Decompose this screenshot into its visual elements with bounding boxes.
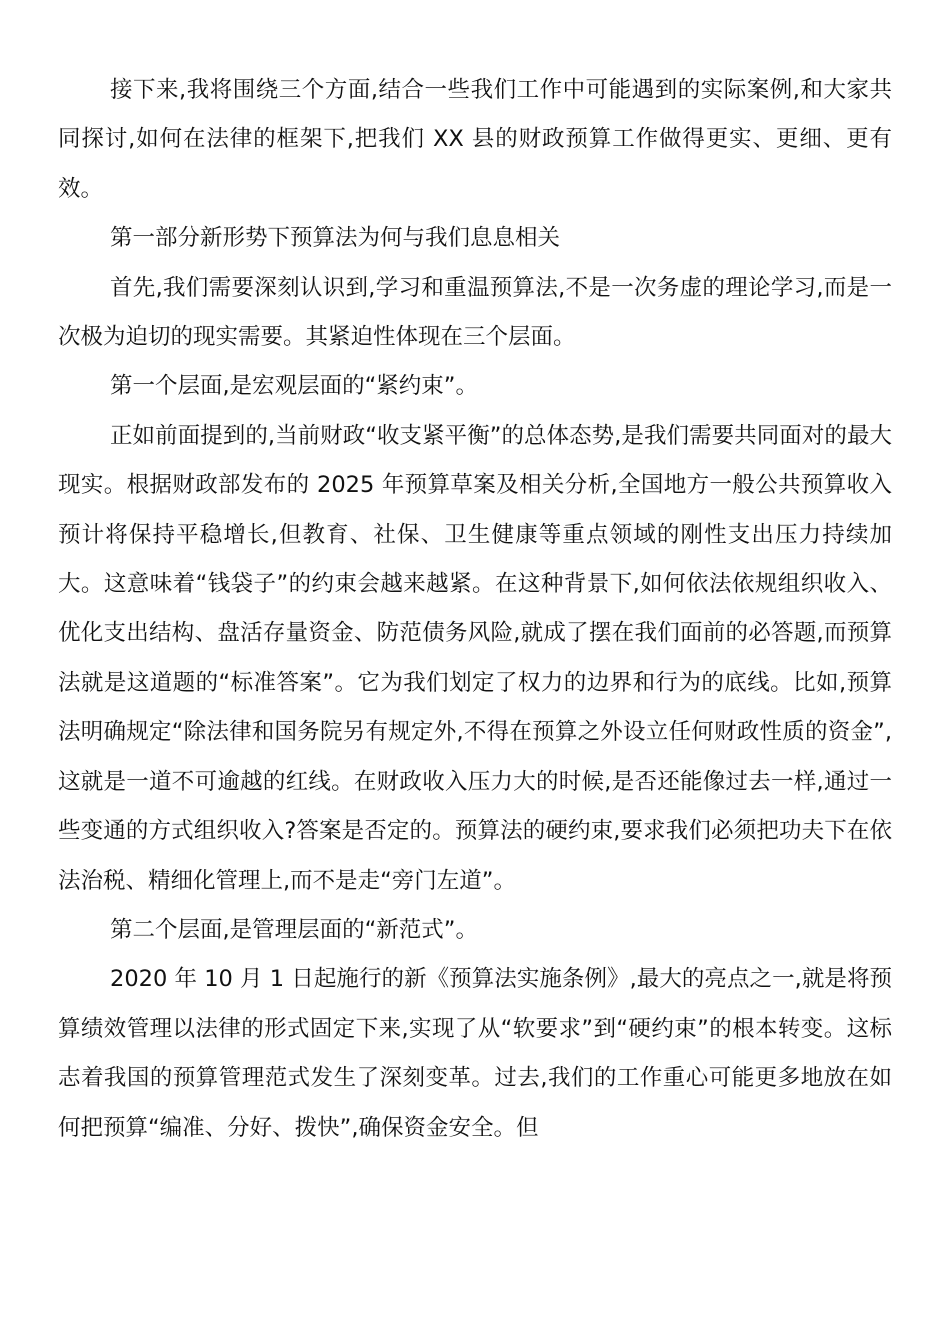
subheading-level-two: 第二个层面,是管理层面的“新范式”。 xyxy=(110,916,478,943)
subheading-level-one: 第一个层面,是宏观层面的“紧约束”。 xyxy=(110,373,478,400)
paragraph-intro: 接下来,我将围绕三个方面,结合一些我们工作中可能遇到的实际案例,和大家共同探讨,如何在法律的框架下,把我们 XX 县的财政预算工作做得更实、更细、更有效。 xyxy=(58,77,892,202)
paragraph-urgency: 首先,我们需要深刻认识到,学习和重温预算法,不是一次务虚的理论学习,而是一次极为迫切的现实需要。其紧迫性体现在三个层面。 xyxy=(58,274,892,351)
paragraph-macro-constraint: 正如前面提到的,当前财政“收支紧平衡”的总体态势,是我们需要共同面对的最大现实。根据财政部发布的 2025 年预算草案及相关分析,全国地方一般公共预算收入预计将保持平稳增长,但教育、社保、卫生健康等重点领域的刚性支出压力持续加大。这意味着“钱袋子”的约束会越来越紧。在这种背景下,如何依法依规组织收入、优化支出结构、盘活存量资金、防范债务风险,就成了摆在我们面前的必答题,而预算法就是这道题的“标准答案”。它为我们划定了权力的边界和行为的底线。比如,预算法明确规定“除法律和国务院另有规定外,不得在预算之外设立任何财政性质的资金”,这就是一道不可逾越的红线。在财政收入压力大的时候,是否还能像过去一样,通过一些变通的方式组织收入?答案是否定的。预算法的硬约束,要求我们必须把功夫下在依法治税、精细化管理上,而不是走“旁门左道”。 xyxy=(58,422,892,894)
document-body xyxy=(58,66,892,1153)
paragraph-new-paradigm: 2020 年 10 月 1 日起施行的新《预算法实施条例》,最大的亮点之一,就是将预算绩效管理以法律的形式固定下来,实现了从“软要求”到“硬约束”的根本转变。这标志着我国的预算管理范式发生了深刻变革。过去,我们的工作重心可能更多地放在如何把预算“编准、分好、拨快”,确保资金安全。但 xyxy=(58,966,892,1141)
section-heading-part-one: 第一部分新形势下预算法为何与我们息息相关 xyxy=(110,225,561,252)
